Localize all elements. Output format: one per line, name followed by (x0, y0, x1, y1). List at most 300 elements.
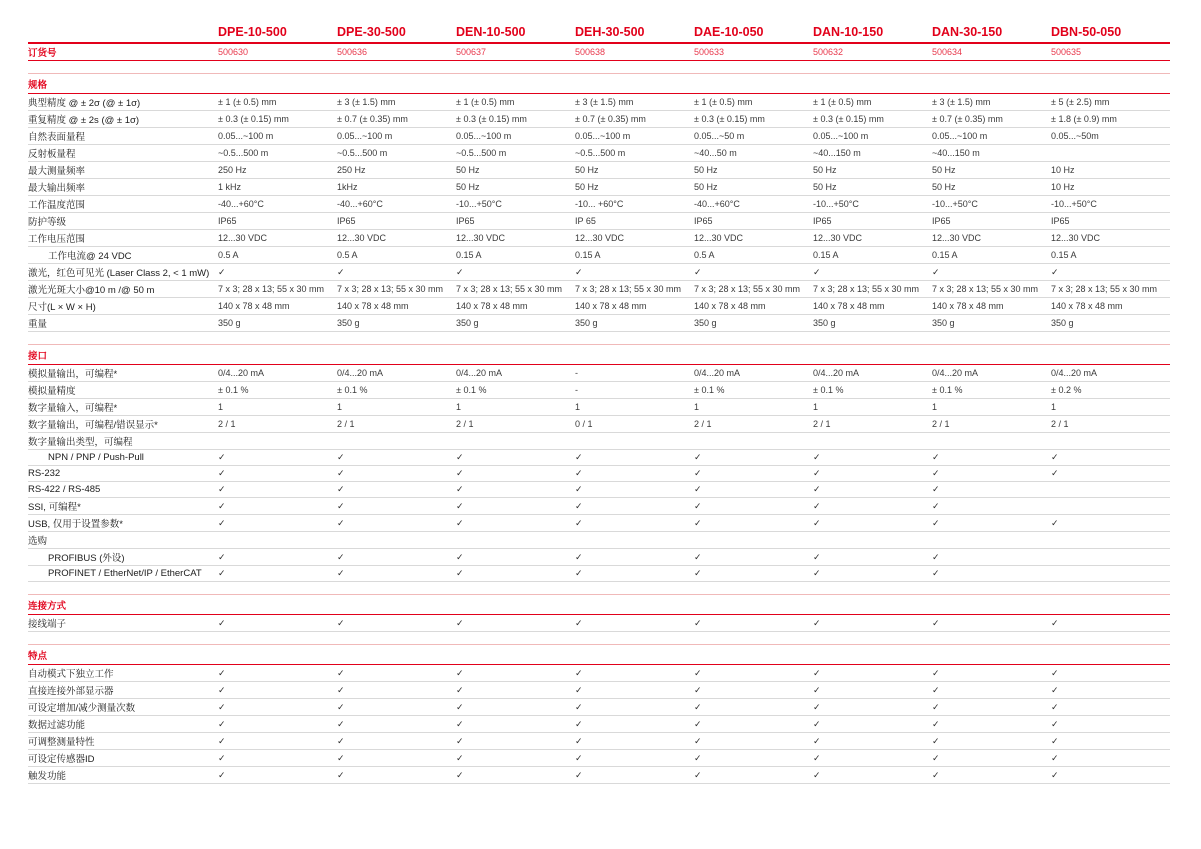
check-icon: ✓ (337, 484, 345, 494)
check-icon: ✓ (813, 500, 821, 511)
check-icon: ✓ (813, 718, 821, 729)
spec-cell: ± 0.3 (± 0.15) mm (694, 114, 765, 124)
spec-cell: 10 Hz (1051, 182, 1075, 192)
spec-cell: ~0.5...500 m (218, 148, 269, 158)
row-label: NPN / PNP / Push-Pull (48, 452, 144, 463)
table-row (28, 549, 1170, 566)
spec-cell: 140 x 78 x 48 mm (1051, 301, 1123, 311)
check-icon: ✓ (337, 551, 345, 562)
row-label: 模拟量精度 (28, 386, 76, 397)
spec-cell (218, 539, 337, 541)
spec-cell: 140 x 78 x 48 mm (337, 301, 409, 311)
spec-cell: ± 0.7 (± 0.35) mm (932, 114, 1003, 124)
spec-cell (1051, 556, 1170, 558)
row-label: 自动模式下独立工作 (28, 669, 114, 680)
check-icon: ✓ (1051, 266, 1059, 277)
spec-cell (932, 440, 1051, 442)
spec-cell: 7 x 3; 28 x 13; 55 x 30 mm (218, 284, 325, 294)
check-icon: ✓ (337, 667, 345, 678)
check-icon: ✓ (813, 484, 821, 494)
check-icon: ✓ (694, 551, 702, 562)
check-icon: ✓ (932, 684, 940, 695)
table-row (28, 416, 1170, 433)
spec-cell: 0.05...~50 m (694, 131, 745, 141)
spec-cell: 350 g (694, 318, 717, 328)
spec-cell: 0/4...20 mA (218, 368, 265, 378)
row-label: 典型精度 @ ± 2σ (@ ± 1σ) (28, 98, 141, 109)
check-icon: ✓ (456, 266, 464, 277)
spec-cell (694, 440, 813, 442)
product-column-header: DPE-30-500 (337, 25, 406, 39)
spec-cell: 350 g (456, 318, 479, 328)
spec-cell: ± 3 (± 1.5) mm (932, 97, 991, 107)
table-row (28, 767, 1170, 784)
row-label: USB, 仅用于设置参数* (28, 519, 124, 530)
order-number: 500635 (1051, 47, 1082, 57)
check-icon: ✓ (694, 701, 702, 712)
check-icon: ✓ (575, 517, 583, 528)
spec-cell: 140 x 78 x 48 mm (218, 301, 290, 311)
spec-cell: IP65 (694, 216, 713, 226)
spec-cell: IP65 (337, 216, 356, 226)
check-icon: ✓ (575, 684, 583, 695)
row-label: 防护等级 (28, 217, 67, 228)
check-icon: ✓ (456, 500, 464, 511)
spec-cell: 0/4...20 mA (1051, 368, 1098, 378)
spec-cell: 1 (1051, 402, 1057, 412)
section-title: 规格 (28, 73, 1170, 94)
product-column-header: DEN-10-500 (456, 25, 526, 39)
spec-cell: -40...+60°C (218, 199, 264, 209)
row-label: 自然表面量程 (28, 132, 86, 143)
check-icon: ✓ (932, 266, 940, 277)
check-icon: ✓ (694, 484, 702, 494)
check-icon: ✓ (575, 769, 583, 780)
spec-cell (813, 539, 932, 541)
product-column-header: DAE-10-050 (694, 25, 764, 39)
spec-cell: 12...30 VDC (1051, 233, 1101, 243)
spec-cell (1051, 539, 1170, 541)
table-row (28, 145, 1170, 162)
spec-cell: 1 (218, 402, 224, 412)
spec-cell: 350 g (218, 318, 241, 328)
section-title: 连接方式 (28, 594, 1170, 615)
check-icon: ✓ (456, 484, 464, 494)
check-icon: ✓ (337, 718, 345, 729)
spec-cell: 0/4...20 mA (932, 368, 979, 378)
spec-cell: 7 x 3; 28 x 13; 55 x 30 mm (1051, 284, 1158, 294)
spec-cell: 50 Hz (694, 182, 718, 192)
spec-cell: -40...+60°C (337, 199, 383, 209)
check-icon: ✓ (456, 769, 464, 780)
check-icon: ✓ (575, 266, 583, 277)
spec-cell: 2 / 1 (456, 419, 474, 429)
spec-cell: ~0.5...500 m (456, 148, 507, 158)
row-label: 模拟量输出，可编程* (28, 369, 118, 380)
spec-cell: ± 1 (± 0.5) mm (456, 97, 515, 107)
check-icon: ✓ (1051, 701, 1059, 712)
row-label: 尺寸(L × W × H) (28, 302, 96, 313)
spec-cell: 12...30 VDC (218, 233, 268, 243)
row-label: 直接连接外部显示器 (28, 686, 114, 697)
spec-cell: -10...+50°C (932, 199, 978, 209)
spec-cell: 2 / 1 (1051, 419, 1069, 429)
product-column-header: DPE-10-500 (218, 25, 287, 39)
table-row (28, 281, 1170, 298)
spec-cell (932, 539, 1051, 541)
spec-cell: 0.05...~100 m (337, 131, 393, 141)
check-icon: ✓ (932, 752, 940, 763)
check-icon: ✓ (337, 769, 345, 780)
check-icon: ✓ (337, 266, 345, 277)
spec-cell: 0.15 A (456, 250, 482, 260)
row-label: 接线端子 (28, 619, 67, 630)
spec-comparison-table (28, 24, 1170, 784)
spec-cell: 0 / 1 (575, 419, 593, 429)
check-icon: ✓ (694, 517, 702, 528)
table-row (28, 566, 1170, 582)
spec-cell: 12...30 VDC (694, 233, 744, 243)
spec-cell: 2 / 1 (694, 419, 712, 429)
check-icon: ✓ (694, 769, 702, 780)
check-icon: ✓ (456, 667, 464, 678)
spec-cell: 350 g (813, 318, 836, 328)
row-label: 工作电流@ 24 VDC (48, 251, 132, 262)
spec-cell: ± 0.2 % (1051, 385, 1082, 395)
spec-cell: ~0.5...500 m (337, 148, 388, 158)
header-spacer (28, 40, 218, 42)
spec-cell: 12...30 VDC (575, 233, 625, 243)
check-icon: ✓ (932, 617, 940, 628)
spec-cell: 0.5 A (694, 250, 715, 260)
check-icon: ✓ (1051, 769, 1059, 780)
spec-cell: 50 Hz (813, 182, 837, 192)
check-icon: ✓ (575, 752, 583, 763)
check-icon: ✓ (575, 484, 583, 494)
check-icon: ✓ (932, 500, 940, 511)
spec-cell: ± 0.3 (± 0.15) mm (813, 114, 884, 124)
check-icon: ✓ (218, 266, 226, 277)
row-label: 数据过滤功能 (28, 720, 86, 731)
check-icon: ✓ (575, 667, 583, 678)
spec-cell (1051, 489, 1170, 491)
spec-cell: 1 (575, 402, 581, 412)
spec-cell: ± 5 (± 2.5) mm (1051, 97, 1110, 107)
spec-cell (218, 440, 337, 442)
spec-cell: 350 g (932, 318, 955, 328)
check-icon: ✓ (575, 718, 583, 729)
check-icon: ✓ (456, 752, 464, 763)
check-icon: ✓ (813, 752, 821, 763)
spec-cell (813, 440, 932, 442)
spec-cell: -10...+50°C (456, 199, 502, 209)
check-icon: ✓ (694, 617, 702, 628)
check-icon: ✓ (1051, 752, 1059, 763)
row-label: 最大输出频率 (28, 183, 86, 194)
table-row (28, 230, 1170, 247)
spec-cell: 7 x 3; 28 x 13; 55 x 30 mm (932, 284, 1039, 294)
spec-cell: ± 1 (± 0.5) mm (813, 97, 872, 107)
check-icon: ✓ (218, 500, 226, 511)
check-icon: ✓ (218, 468, 226, 478)
product-column-header: DAN-30-150 (932, 25, 1003, 39)
row-label: 数字量输出，可编程/错误显示* (28, 420, 158, 431)
check-icon: ✓ (575, 500, 583, 511)
spec-cell: IP65 (218, 216, 237, 226)
spec-cell: ± 1 (± 0.5) mm (218, 97, 277, 107)
check-icon: ✓ (456, 568, 464, 578)
spec-cell: 50 Hz (456, 165, 480, 175)
product-column-header: DAN-10-150 (813, 25, 884, 39)
check-icon: ✓ (337, 568, 345, 578)
product-column-header: DEH-30-500 (575, 25, 645, 39)
table-row (28, 382, 1170, 399)
spec-cell (337, 539, 456, 541)
spec-cell: 140 x 78 x 48 mm (932, 301, 1004, 311)
check-icon: ✓ (456, 735, 464, 746)
check-icon: ✓ (932, 769, 940, 780)
table-row (28, 615, 1170, 632)
check-icon: ✓ (337, 468, 345, 478)
check-icon: ✓ (575, 735, 583, 746)
spec-cell: 0.05...~50m (1051, 131, 1099, 141)
spec-cell: 1 (456, 402, 462, 412)
row-label: 可调整测量特性 (28, 737, 95, 748)
spec-cell: 140 x 78 x 48 mm (694, 301, 766, 311)
spec-cell: 0.05...~100 m (932, 131, 988, 141)
spec-cell: 50 Hz (575, 182, 599, 192)
check-icon: ✓ (813, 452, 821, 462)
spec-cell: 0.15 A (813, 250, 839, 260)
spec-cell (694, 539, 813, 541)
check-icon: ✓ (218, 568, 226, 578)
table-row (28, 365, 1170, 382)
spec-cell: 12...30 VDC (932, 233, 982, 243)
spec-cell: 350 g (1051, 318, 1074, 328)
check-icon: ✓ (932, 735, 940, 746)
spec-cell: 250 Hz (337, 165, 366, 175)
table-row (28, 247, 1170, 264)
spec-cell: ± 0.3 (± 0.15) mm (218, 114, 289, 124)
table-row (28, 733, 1170, 750)
check-icon: ✓ (575, 617, 583, 628)
table-row (28, 466, 1170, 482)
spec-cell: ± 0.1 % (694, 385, 725, 395)
check-icon: ✓ (1051, 667, 1059, 678)
spec-cell: 250 Hz (218, 165, 247, 175)
table-row (28, 162, 1170, 179)
spec-cell: 50 Hz (932, 165, 956, 175)
check-icon: ✓ (813, 684, 821, 695)
spec-cell: ± 0.3 (± 0.15) mm (456, 114, 527, 124)
check-icon: ✓ (456, 684, 464, 695)
check-icon: ✓ (813, 769, 821, 780)
spec-cell: 2 / 1 (218, 419, 236, 429)
check-icon: ✓ (694, 718, 702, 729)
row-label: 最大测量频率 (28, 166, 86, 177)
spec-cell: 0/4...20 mA (456, 368, 503, 378)
table-row (28, 111, 1170, 128)
row-label: 激光光斑大小@10 m /@ 50 m (28, 285, 155, 296)
row-label: RS-422 / RS-485 (28, 484, 101, 495)
row-label: PROFIBUS (外设) (48, 553, 125, 564)
check-icon: ✓ (575, 468, 583, 478)
spec-cell: ± 3 (± 1.5) mm (337, 97, 396, 107)
check-icon: ✓ (337, 752, 345, 763)
check-icon: ✓ (218, 718, 226, 729)
spec-cell: 0.05...~100 m (218, 131, 274, 141)
check-icon: ✓ (694, 735, 702, 746)
spec-cell: ± 3 (± 1.5) mm (575, 97, 634, 107)
spec-cell: ~40...150 m (813, 148, 861, 158)
spec-cell: ~40...150 m (932, 148, 980, 158)
spec-cell: -10...+50°C (813, 199, 859, 209)
check-icon: ✓ (218, 452, 226, 462)
table-row (28, 515, 1170, 532)
spec-cell: ± 0.1 % (337, 385, 368, 395)
section-title: 特点 (28, 644, 1170, 665)
table-row (28, 699, 1170, 716)
table-row (28, 128, 1170, 145)
table-row (28, 682, 1170, 699)
product-column-header: DBN-50-050 (1051, 25, 1122, 39)
spec-cell: 50 Hz (575, 165, 599, 175)
spec-cell: 1 (337, 402, 343, 412)
spec-cell: 2 / 1 (932, 419, 950, 429)
spec-cell: - (575, 368, 578, 378)
spec-cell: 0.15 A (932, 250, 958, 260)
check-icon: ✓ (932, 667, 940, 678)
spec-cell: 2 / 1 (813, 419, 831, 429)
row-label: 数字量输出类型，可编程 (28, 437, 133, 448)
check-icon: ✓ (337, 452, 345, 462)
spec-cell: 0/4...20 mA (337, 368, 384, 378)
check-icon: ✓ (218, 684, 226, 695)
spec-cell: 140 x 78 x 48 mm (813, 301, 885, 311)
spec-cell: -40...+60°C (694, 199, 740, 209)
spec-cell: ± 0.1 % (456, 385, 487, 395)
table-row (28, 264, 1170, 281)
spec-cell: ± 1.8 (± 0.9) mm (1051, 114, 1117, 124)
spec-cell: 1 kHz (218, 182, 242, 192)
spec-cell: IP 65 (575, 216, 596, 226)
order-number: 500636 (337, 47, 368, 57)
spec-cell (1051, 152, 1170, 154)
spec-cell (456, 539, 575, 541)
spec-cell: 50 Hz (813, 165, 837, 175)
order-number: 500633 (694, 47, 725, 57)
spec-cell: 7 x 3; 28 x 13; 55 x 30 mm (456, 284, 563, 294)
check-icon: ✓ (813, 701, 821, 712)
spec-cell: IP65 (1051, 216, 1070, 226)
table-row (28, 450, 1170, 466)
spec-cell: 1 (813, 402, 819, 412)
spec-cell: 7 x 3; 28 x 13; 55 x 30 mm (337, 284, 444, 294)
row-label: 重复精度 @ ± 2s (@ ± 1σ) (28, 115, 140, 126)
check-icon: ✓ (1051, 735, 1059, 746)
spec-cell: 2 / 1 (337, 419, 355, 429)
check-icon: ✓ (456, 452, 464, 462)
spec-cell: ± 0.1 % (932, 385, 963, 395)
table-row (28, 298, 1170, 315)
spec-cell: 0.05...~100 m (456, 131, 512, 141)
table-row (28, 315, 1170, 332)
spec-cell: 0.05...~100 m (813, 131, 869, 141)
spec-cell: 1 (694, 402, 700, 412)
spec-cell (575, 539, 694, 541)
spec-cell (1051, 440, 1170, 442)
check-icon: ✓ (694, 500, 702, 511)
check-icon: ✓ (813, 266, 821, 277)
row-label: 数字量输入，可编程* (28, 403, 118, 414)
check-icon: ✓ (694, 752, 702, 763)
table-row (28, 196, 1170, 213)
check-icon: ✓ (575, 551, 583, 562)
row-label: 可设定传感器ID (28, 754, 95, 765)
check-icon: ✓ (694, 667, 702, 678)
check-icon: ✓ (694, 452, 702, 462)
spec-cell: 12...30 VDC (813, 233, 863, 243)
spec-cell: ± 1 (± 0.5) mm (694, 97, 753, 107)
spec-cell: 50 Hz (456, 182, 480, 192)
check-icon: ✓ (218, 701, 226, 712)
check-icon: ✓ (1051, 684, 1059, 695)
check-icon: ✓ (932, 452, 940, 462)
check-icon: ✓ (218, 551, 226, 562)
row-label: 工作电压范围 (28, 234, 86, 245)
spec-cell: ± 0.1 % (813, 385, 844, 395)
check-icon: ✓ (932, 718, 940, 729)
check-icon: ✓ (456, 718, 464, 729)
check-icon: ✓ (456, 701, 464, 712)
spec-cell: 1 (932, 402, 938, 412)
check-icon: ✓ (575, 452, 583, 462)
check-icon: ✓ (694, 568, 702, 578)
check-icon: ✓ (932, 568, 940, 578)
table-row (28, 399, 1170, 416)
spec-cell: ± 0.7 (± 0.35) mm (575, 114, 646, 124)
row-label: 反射板量程 (28, 149, 76, 160)
check-icon: ✓ (337, 684, 345, 695)
check-icon: ✓ (694, 266, 702, 277)
check-icon: ✓ (694, 684, 702, 695)
spec-cell: 0.05...~100 m (575, 131, 631, 141)
check-icon: ✓ (337, 735, 345, 746)
spec-cell (337, 440, 456, 442)
row-label: PROFINET / EtherNet/IP / EtherCAT (48, 568, 202, 579)
product-header-row (28, 24, 1170, 44)
spec-cell: 350 g (575, 318, 598, 328)
spec-cell: 10 Hz (1051, 165, 1075, 175)
row-label: 重量 (28, 319, 48, 330)
check-icon: ✓ (218, 735, 226, 746)
spec-cell: ± 0.7 (± 0.35) mm (337, 114, 408, 124)
check-icon: ✓ (932, 517, 940, 528)
order-number: 500630 (218, 47, 249, 57)
check-icon: ✓ (456, 468, 464, 478)
table-row (28, 179, 1170, 196)
spec-cell: 140 x 78 x 48 mm (575, 301, 647, 311)
check-icon: ✓ (932, 701, 940, 712)
check-icon: ✓ (456, 551, 464, 562)
spec-cell (1051, 573, 1170, 575)
spec-cell: 140 x 78 x 48 mm (456, 301, 528, 311)
check-icon: ✓ (575, 568, 583, 578)
table-row (28, 498, 1170, 515)
spec-cell: -10...+50°C (1051, 199, 1097, 209)
table-row (28, 750, 1170, 767)
table-row (28, 716, 1170, 733)
